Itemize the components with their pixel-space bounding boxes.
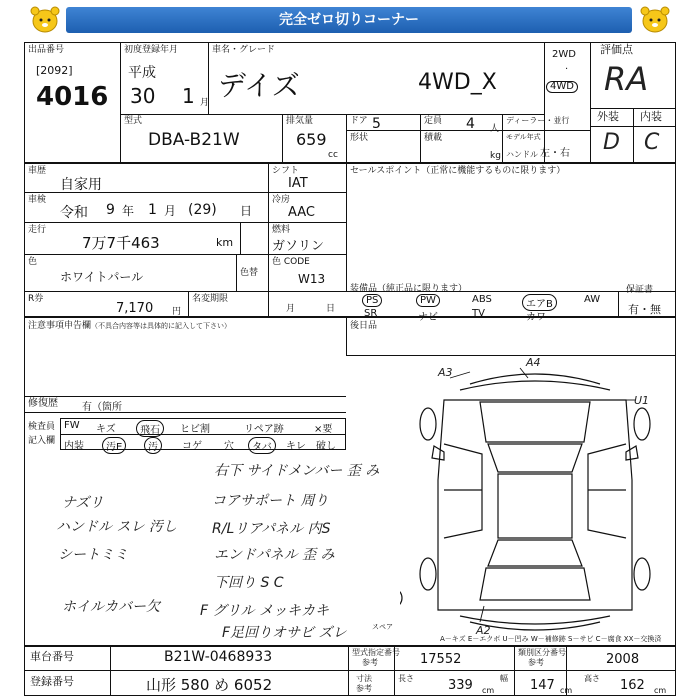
equipment-row1 <box>356 294 618 310</box>
drive-4wd: 4WD <box>546 81 578 93</box>
handle-value: 左・右 <box>540 148 570 159</box>
car-grade: 4WD_X <box>418 70 497 95</box>
repair-value: 有（箇所 <box>82 402 122 413</box>
page-title: 完全ゼロ切りコーナー <box>279 12 419 28</box>
registration-month-unit: 月 <box>200 98 210 108</box>
exterior-grade: D <box>603 130 620 155</box>
repair-label: 修復歴 <box>28 398 58 409</box>
hw-right-2: コアサポート 周り <box>212 493 329 509</box>
inspector-label2: 記入欄 <box>28 436 56 446</box>
inspection-label: 車検 <box>28 195 47 205</box>
inspector-tobacco: タバ <box>248 437 276 454</box>
drive-2wd: 2WD <box>552 49 576 60</box>
shift-value: IAT <box>288 176 308 191</box>
inspection-year-unit: 年 <box>122 204 135 218</box>
dealer-label: ディーラー・並行 <box>506 116 570 125</box>
warranty-label: 保証書 <box>626 285 654 295</box>
inspector-crack: ヒビ割 <box>180 424 210 435</box>
equipment-ps: PS <box>362 294 382 307</box>
history-label: 車歴 <box>28 166 47 176</box>
doors-value: 5 <box>372 116 381 132</box>
inspector-scratch: キズ <box>96 424 116 435</box>
notes-label: 注意事項申告欄（不具合内容等は具体的に記入して下さい） <box>28 321 232 331</box>
rear-window <box>488 540 582 566</box>
model-value: DBA-B21W <box>148 130 240 150</box>
inspection-day-unit: 日 <box>240 204 253 218</box>
inspection-month: 1 <box>148 202 157 218</box>
diagram-mark-a2: A2 <box>476 624 491 637</box>
chassis-label: 車台番号 <box>30 650 74 663</box>
equipment-tv: TV <box>472 308 485 319</box>
body-outline <box>438 400 632 610</box>
registration-month: 1 <box>182 84 195 108</box>
hw-left-4: ホイルカバー欠 <box>62 599 160 615</box>
category-label: 類別区分番号 <box>518 648 566 657</box>
load-label: 積載 <box>424 133 443 143</box>
inspector-dirt: 汚 <box>144 437 162 454</box>
mileage-unit: km <box>216 236 234 249</box>
displacement-value: 659 <box>296 130 327 149</box>
warranty-value: 有・無 <box>628 303 661 316</box>
roof <box>498 474 572 538</box>
hw-right-4: エンドパネル 歪 み <box>214 547 335 563</box>
trunk <box>480 568 590 600</box>
evaluation-label: 評価点 <box>600 43 633 56</box>
sales-point-label: セールスポイント（正常に機能するものに限ります） <box>350 166 566 176</box>
spare-tire <box>400 588 402 608</box>
bear-mascot-icon <box>28 4 62 36</box>
bear-mascot-icon-right <box>638 4 672 36</box>
hw-left-2: ハンドル スレ 汚し <box>56 519 177 535</box>
equipment-sr: SR <box>364 308 378 319</box>
inspector-interior: 内装 <box>64 441 84 452</box>
title-bar <box>66 7 632 33</box>
width-unit: cm <box>560 686 573 695</box>
equipment-label: 装備品（純正品に限ります） <box>350 284 468 294</box>
wheel-fl <box>420 408 436 440</box>
inspector-dirt-e: 汚E <box>102 437 126 454</box>
rear-bumper <box>460 616 610 624</box>
height-label: 高さ <box>584 674 600 683</box>
inspector-chip: 飛石 <box>136 420 164 437</box>
evaluation-score: RA <box>604 60 649 98</box>
type-designation-sub: 参考 <box>362 658 378 667</box>
capacity-value: 4 <box>466 116 475 132</box>
meigi-label: 名変期限 <box>192 294 229 304</box>
meigi-month-unit: 月 <box>286 304 296 314</box>
fuel-value: ガソリン <box>272 239 325 254</box>
left-doors <box>444 444 482 538</box>
registration-label: 初度登録年月 <box>124 45 179 55</box>
spare-label: スペア <box>372 623 393 631</box>
history-value: 自家用 <box>60 177 102 193</box>
mileage-label: 走行 <box>28 225 47 235</box>
inspection-month-unit: 月 <box>164 204 177 218</box>
capacity-unit: 人 <box>490 124 500 134</box>
chassis-value: B21W-0468933 <box>164 649 273 665</box>
equipment-navi: ナビ <box>418 312 438 323</box>
displacement-label: 排気量 <box>286 116 314 126</box>
interior-grade: C <box>644 130 660 155</box>
inspector-required: ×要 <box>314 424 333 435</box>
equipment-abs: ABS <box>472 294 492 305</box>
lot-code: [2092] <box>36 64 73 77</box>
lot-number: 4016 <box>36 82 109 112</box>
dimensions-label: 寸法 <box>356 674 372 683</box>
inspection-year: 9 <box>106 202 115 218</box>
aircon-value: AAC <box>288 205 315 220</box>
front-bumper <box>470 374 600 384</box>
equipment-leather: カワ <box>526 312 546 323</box>
hw-right-7: F足回りオサビ ズレ <box>222 625 347 641</box>
fuel-label: 燃料 <box>272 225 291 235</box>
height-value: 162 <box>620 678 645 693</box>
doors-label: ドア <box>350 116 368 126</box>
handle-label: ハンドル <box>506 150 538 159</box>
recycle-label: R券 <box>28 294 44 304</box>
diagram-mark-a4: A4 <box>526 356 541 369</box>
inspector-tear: 破し <box>316 441 336 452</box>
equipment-airbag: エアB <box>522 294 557 311</box>
lot-label: 出品番号 <box>28 45 65 55</box>
registration-year: 30 <box>130 84 156 108</box>
windshield <box>488 444 582 472</box>
inspector-burn: コゲ <box>182 441 202 452</box>
plate-label: 登録番号 <box>30 675 74 688</box>
equipment-aw: AW <box>584 294 601 305</box>
category-value: 2008 <box>606 652 640 667</box>
hw-right-1: 右下 サイドメンバー 歪 み <box>214 463 380 479</box>
meigi-day-unit: 日 <box>326 304 336 314</box>
hw-right-5: 下回り S C <box>214 575 284 591</box>
model-label: 型式 <box>124 116 143 126</box>
hw-right-6: F グリル メッキカキ <box>200 603 329 619</box>
type-designation-label: 型式指定番号 <box>352 648 400 657</box>
color-value: ホワイトパール <box>60 270 144 284</box>
capacity-label: 定員 <box>424 116 443 126</box>
inspector-fw: FW <box>64 420 80 431</box>
wheel-rl <box>420 558 436 590</box>
load-unit: kg <box>490 151 501 161</box>
displacement-unit: cc <box>328 150 338 160</box>
inspection-era: 令和 <box>60 205 88 221</box>
interior-label: 内装 <box>640 110 662 123</box>
length-unit: cm <box>482 686 495 695</box>
wheel-fr <box>634 408 650 440</box>
header-banner <box>0 4 700 36</box>
inspector-hole: 穴 <box>224 441 234 452</box>
hw-left-3: シートミミ <box>58 547 128 563</box>
car-damage-diagram <box>400 360 670 640</box>
color-label: 色 <box>28 257 38 267</box>
dimensions-sub: 参考 <box>356 684 372 693</box>
width-label: 幅 <box>500 674 508 683</box>
diagram-mark-a3: A3 <box>438 366 453 379</box>
wheel-rr <box>634 558 650 590</box>
damage-legend: A－キズ E－エクボ U－凹み W－補修跡 S－サビ C－腐食 XX－交換済 <box>440 635 662 643</box>
recycle-value: 7,170 <box>116 301 154 316</box>
aircon-label: 冷房 <box>272 195 291 205</box>
hw-left-1: ナズリ <box>62 495 104 511</box>
shift-label: シフト <box>272 166 300 176</box>
color-change-label: 色替 <box>240 268 259 278</box>
category-sub: 参考 <box>528 658 544 667</box>
plate-value: 山形 580 め 6052 <box>146 676 273 694</box>
exterior-label: 外装 <box>597 110 619 123</box>
hw-right-3: R/Lリアパネル 内S <box>212 521 331 537</box>
inspector-cut: キレ <box>286 441 306 452</box>
equipment-pw: PW <box>416 294 440 307</box>
registration-era: 平成 <box>128 65 156 81</box>
car-name: デイズ <box>218 69 300 102</box>
inspector-row2 <box>64 437 344 453</box>
height-unit: cm <box>654 686 667 695</box>
inspector-row1 <box>64 420 344 436</box>
inspection-day: (29) <box>188 202 217 218</box>
length-label: 長さ <box>398 674 414 683</box>
type-designation-value: 17552 <box>420 652 462 667</box>
inspector-repair-mark: リペア跡 <box>244 424 284 435</box>
recycle-unit: 円 <box>172 307 182 317</box>
inspector-label1: 検査員 <box>28 422 56 432</box>
model-year-label: モデル年式 <box>506 133 541 141</box>
mileage-value: 7万7千463 <box>82 234 160 252</box>
rear-seat-label: 後日品 <box>350 321 378 331</box>
drive-separator: · <box>565 64 569 75</box>
diagram-mark-u1: U1 <box>634 394 650 407</box>
color-code-label: 色 CODE <box>272 257 310 267</box>
car-label: 車名・グレード <box>212 45 276 55</box>
color-code: W13 <box>298 272 326 286</box>
width-value: 147 <box>530 678 555 693</box>
hood <box>480 402 590 442</box>
bottom-block <box>24 646 676 696</box>
top-block <box>24 42 676 163</box>
right-doors <box>588 444 626 538</box>
length-value: 339 <box>448 678 473 693</box>
shape-label: 形状 <box>350 133 369 143</box>
